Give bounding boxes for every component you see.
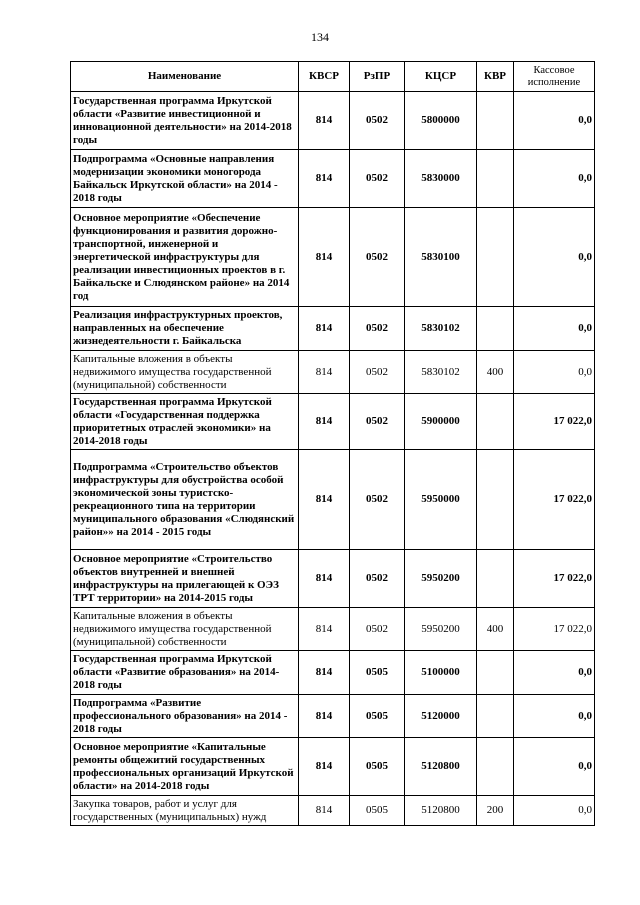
table-row <box>71 695 595 738</box>
row-name: Основное мероприятие «Капитальные ремонты общежитий государственных профессиональных организаций Иркутской области» на 2014-2018 годы <box>71 738 299 796</box>
table-header-row <box>71 62 595 92</box>
header-rzpr: РзПР <box>350 62 405 92</box>
row-name: Подпрограмма «Строительство объектов инфраструктуры для обустройства особой экономической зоны туристско-рекреационного типа на территории муниципального образования «Слюдянский район»» на 2014 - 2015 годы <box>71 450 299 550</box>
row-kvsr: 814 <box>299 307 350 351</box>
row-kvr <box>477 738 514 796</box>
row-rzpr: 0502 <box>350 92 405 150</box>
row-kcsr: 5900000 <box>405 394 477 450</box>
row-sum: 0,0 <box>514 695 595 738</box>
row-sum: 0,0 <box>514 651 595 695</box>
row-kvsr: 814 <box>299 351 350 394</box>
table-row <box>71 150 595 208</box>
table-row <box>71 651 595 695</box>
row-kvsr: 814 <box>299 695 350 738</box>
row-rzpr: 0505 <box>350 695 405 738</box>
row-kcsr: 5950200 <box>405 550 477 608</box>
table-row <box>71 738 595 796</box>
row-rzpr: 0502 <box>350 550 405 608</box>
row-kcsr: 5800000 <box>405 92 477 150</box>
table-row <box>71 450 595 550</box>
row-kcsr: 5120000 <box>405 695 477 738</box>
row-kvr <box>477 150 514 208</box>
row-rzpr: 0505 <box>350 796 405 826</box>
row-kvsr: 814 <box>299 550 350 608</box>
row-name: Подпрограмма «Развитие профессионального образования» на 2014 - 2018 годы <box>71 695 299 738</box>
row-sum: 17 022,0 <box>514 608 595 651</box>
table-row <box>71 796 595 826</box>
row-kvr <box>477 695 514 738</box>
row-name: Подпрограмма «Основные направления модернизации экономики моногорода Байкальск Иркутской области» на 2014 - 2018 годы <box>71 150 299 208</box>
row-kcsr: 5120800 <box>405 796 477 826</box>
row-kvsr: 814 <box>299 394 350 450</box>
row-kvsr: 814 <box>299 150 350 208</box>
row-kcsr: 5830000 <box>405 150 477 208</box>
row-rzpr: 0502 <box>350 450 405 550</box>
row-kcsr: 5830102 <box>405 351 477 394</box>
row-kvr: 200 <box>477 796 514 826</box>
row-kvsr: 814 <box>299 208 350 307</box>
row-kvsr: 814 <box>299 608 350 651</box>
row-sum: 17 022,0 <box>514 394 595 450</box>
row-rzpr: 0502 <box>350 150 405 208</box>
table-row <box>71 394 595 450</box>
row-kvr <box>477 450 514 550</box>
row-rzpr: 0502 <box>350 307 405 351</box>
header-kvr: КВР <box>477 62 514 92</box>
row-kcsr: 5950200 <box>405 608 477 651</box>
header-cash-execution: Кассовое исполнение <box>514 62 595 92</box>
row-name: Закупка товаров, работ и услуг для государственных (муниципальных) нужд <box>71 796 299 826</box>
row-sum: 0,0 <box>514 307 595 351</box>
header-kvsr: КВСР <box>299 62 350 92</box>
table-row <box>71 208 595 307</box>
row-kvsr: 814 <box>299 651 350 695</box>
row-name: Капитальные вложения в объекты недвижимого имущества государственной (муниципальной) собственности <box>71 608 299 651</box>
table-row <box>71 351 595 394</box>
row-kcsr: 5830100 <box>405 208 477 307</box>
row-rzpr: 0502 <box>350 394 405 450</box>
row-sum: 0,0 <box>514 351 595 394</box>
header-kcsr: КЦСР <box>405 62 477 92</box>
row-kvr <box>477 550 514 608</box>
row-name: Государственная программа Иркутской области «Государственная поддержка приоритетных отраслей экономики» на 2014-2018 годы <box>71 394 299 450</box>
row-kcsr: 5950000 <box>405 450 477 550</box>
row-name: Основное мероприятие «Строительство объектов внутренней и внешней инфраструктуры на прилегающей к ОЭЗ ТРТ территории» на 2014-2015 годы <box>71 550 299 608</box>
row-sum: 0,0 <box>514 92 595 150</box>
row-name: Государственная программа Иркутской области «Развитие инвестиционной и инновационной деятельности» на 2014-2018 годы <box>71 92 299 150</box>
row-kvsr: 814 <box>299 796 350 826</box>
table-row <box>71 550 595 608</box>
row-sum: 0,0 <box>514 150 595 208</box>
row-sum: 17 022,0 <box>514 550 595 608</box>
row-sum: 17 022,0 <box>514 450 595 550</box>
row-name: Реализация инфраструктурных проектов, направленных на обеспечение жизнедеятельности г. Байкальска <box>71 307 299 351</box>
row-sum: 0,0 <box>514 208 595 307</box>
row-rzpr: 0502 <box>350 351 405 394</box>
budget-execution-table <box>70 61 595 826</box>
row-kvr <box>477 307 514 351</box>
row-sum: 0,0 <box>514 738 595 796</box>
header-name: Наименование <box>71 62 299 92</box>
row-name: Государственная программа Иркутской области «Развитие образования» на 2014-2018 годы <box>71 651 299 695</box>
row-kvsr: 814 <box>299 450 350 550</box>
row-kvr <box>477 394 514 450</box>
row-kvsr: 814 <box>299 738 350 796</box>
row-name: Основное мероприятие «Обеспечение функционирования и развития дорожно-транспортной, инженерной и энергетической инфраструктуры для реализации инвестиционных проектов в г. Байкальске и Слюдянском районе» на 2014 год <box>71 208 299 307</box>
page-number: 134 <box>311 30 329 44</box>
row-rzpr: 0505 <box>350 738 405 796</box>
row-kvr: 400 <box>477 351 514 394</box>
row-kvr <box>477 92 514 150</box>
row-kvr <box>477 208 514 307</box>
row-kvr: 400 <box>477 608 514 651</box>
row-name: Капитальные вложения в объекты недвижимого имущества государственной (муниципальной) собственности <box>71 351 299 394</box>
row-sum: 0,0 <box>514 796 595 826</box>
row-kvr <box>477 651 514 695</box>
table-row <box>71 92 595 150</box>
row-rzpr: 0502 <box>350 208 405 307</box>
row-rzpr: 0502 <box>350 608 405 651</box>
row-rzpr: 0505 <box>350 651 405 695</box>
table-row <box>71 608 595 651</box>
row-kcsr: 5120800 <box>405 738 477 796</box>
row-kcsr: 5100000 <box>405 651 477 695</box>
row-kvsr: 814 <box>299 92 350 150</box>
table-row <box>71 307 595 351</box>
row-kcsr: 5830102 <box>405 307 477 351</box>
